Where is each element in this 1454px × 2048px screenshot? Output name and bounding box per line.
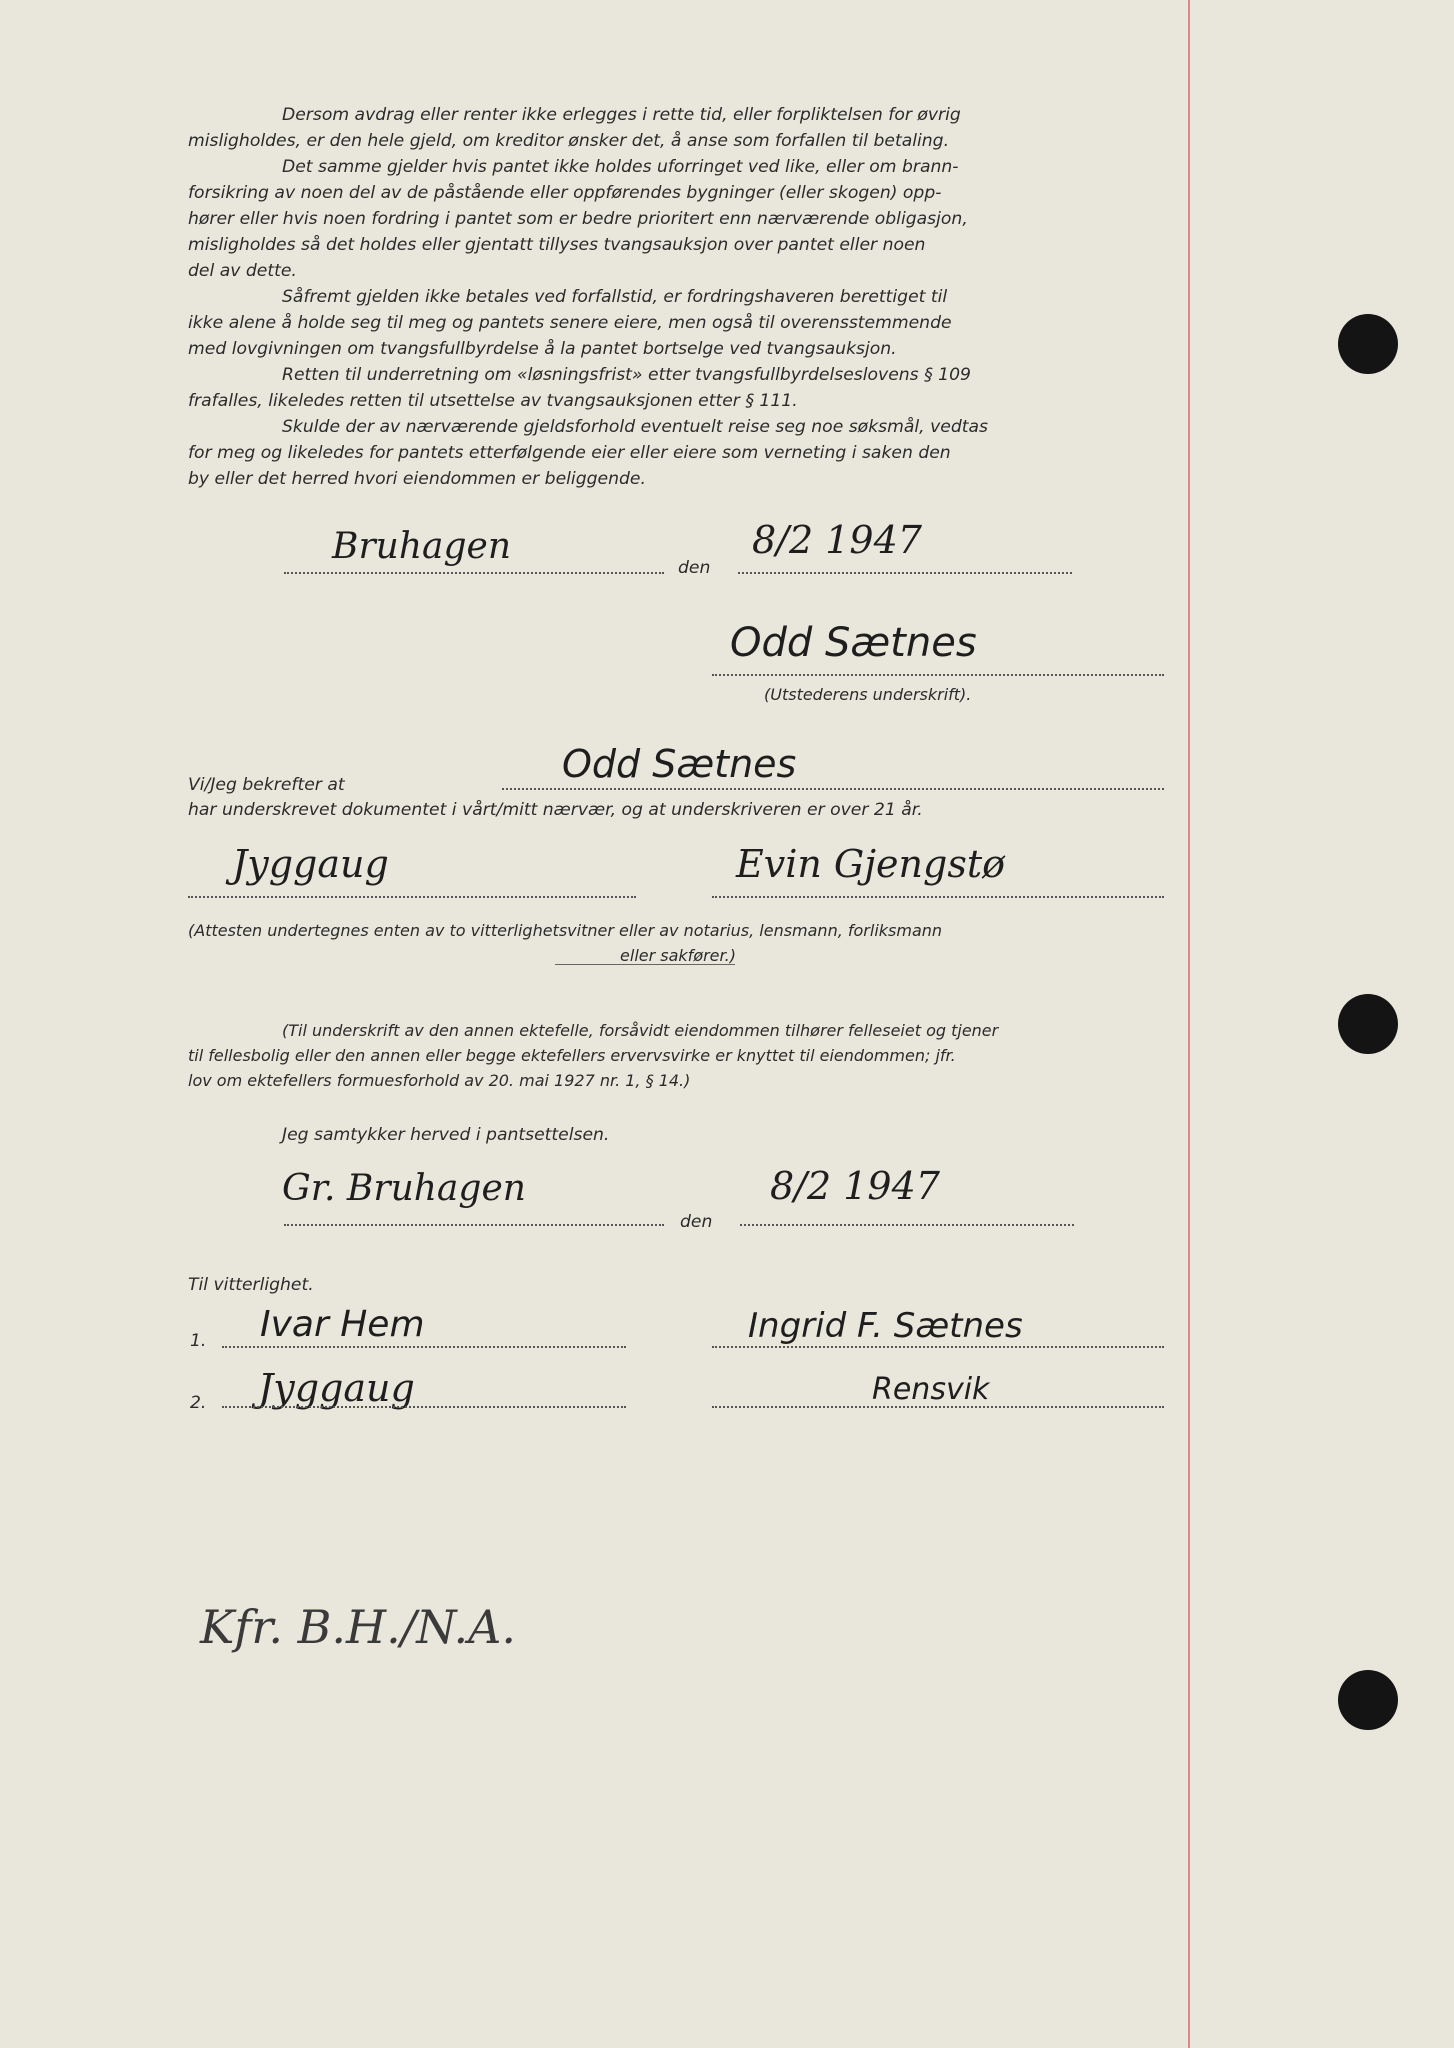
attested-name: Odd Sætnes [562, 742, 797, 786]
terms-line: ikke alene å holde seg til meg og pantets senere eiere, men også til overensstemmende [188, 313, 952, 333]
issuer-date: 8/2 1947 [752, 518, 922, 562]
terms-line: forsikring av noen del av de påstående eller oppførendes bygninger (eller skogen) opp- [188, 183, 942, 203]
consent-text: Jeg samtykker herved i pantsettelsen. [282, 1125, 610, 1145]
terms-line: med lovgivningen om tvangsfullbyrdelse å la pantet bortselge ved tvangsauksjon. [188, 339, 897, 359]
terms-line: Det samme gjelder hvis pantet ikke holdes uforringet ved like, eller om brann- [282, 157, 959, 177]
spouse-signature: Ingrid F. Sætnes [748, 1306, 1023, 1346]
punch-hole [1338, 1670, 1398, 1730]
dotted-line [222, 1346, 626, 1348]
spouse-note-line: lov om ektefellers formuesforhold av 20. mai 1927 nr. 1, § 14.) [188, 1071, 691, 1090]
witness-signature: Jyggaug [232, 842, 389, 886]
spouse-place-signature: Rensvik [872, 1372, 990, 1407]
witness-number: 2. [190, 1393, 207, 1413]
terms-line: Skulde der av nærværende gjeldsforhold eventuelt reise seg noe søksmål, vedtas [282, 417, 988, 437]
terms-line: for meg og likeledes for pantets etterfølgende eier eller eiere som verneting i saken den [188, 443, 951, 463]
terms-paragraph [188, 102, 1168, 492]
dotted-line [712, 674, 1164, 676]
dotted-line [222, 1406, 626, 1408]
punch-hole [1338, 314, 1398, 374]
den-label: den [678, 558, 711, 578]
terms-line: del av dette. [188, 261, 297, 281]
terms-line: Såfremt gjelden ikke betales ved forfallstid, er fordringshaveren berettiget til [282, 287, 948, 307]
spouse-date: 8/2 1947 [770, 1164, 940, 1208]
margin-note: Kfr. B.H./N.A. [200, 1600, 517, 1654]
dotted-line [740, 1224, 1074, 1226]
dotted-line [712, 1406, 1164, 1408]
dotted-line [188, 896, 636, 898]
dotted-line [712, 1346, 1164, 1348]
attestation-prefix: Vi/Jeg bekrefter at [188, 775, 345, 795]
terms-line: misligholdes, er den hele gjeld, om kreditor ønsker det, å anse som forfallen til betaling. [188, 131, 950, 151]
attestation-statement: har underskrevet dokumentet i vårt/mitt nærvær, og at underskriveren er over 21 år. [188, 800, 923, 820]
terms-line: hører eller hvis noen fordring i pantet som er bedre prioritert enn nærværende obligasjon, [188, 209, 968, 229]
terms-line: Retten til underretning om «løsningsfrist» etter tvangsfullbyrdelseslovens § 109 [282, 365, 971, 385]
spouse-place: Gr. Bruhagen [282, 1168, 526, 1209]
witness-heading: Til vitterlighet. [188, 1275, 314, 1295]
terms-line: Dersom avdrag eller renter ikke erlegges i rette tid, eller forpliktelsen for øvrig [282, 105, 961, 125]
witness-signature: Evin Gjengstø [736, 842, 1005, 886]
attestation-note: (Attesten undertegnes enten av to vitterlighetsvitner eller av notarius, lensmann, forliksmann [188, 921, 943, 940]
punch-hole [1338, 994, 1398, 1054]
witness-number: 1. [190, 1331, 207, 1351]
dotted-line [284, 572, 664, 574]
issuer-signature-caption: (Utstederens underskrift). [764, 685, 972, 704]
witness-signature: Jyggaug [258, 1366, 415, 1410]
issuer-signature: Odd Sætnes [730, 620, 977, 666]
terms-line: by eller det herred hvori eiendommen er beliggende. [188, 469, 646, 489]
dotted-line [712, 896, 1164, 898]
issuer-place: Bruhagen [332, 526, 512, 567]
witness-signature: Ivar Hem [260, 1304, 425, 1345]
dotted-line [284, 1224, 664, 1226]
terms-line: frafalles, likeledes retten til utsettelse av tvangsauksjonen etter § 111. [188, 391, 798, 411]
separator-line [555, 964, 735, 965]
red-margin-line [1188, 0, 1190, 2048]
dotted-line [738, 572, 1072, 574]
den-label: den [680, 1212, 713, 1232]
terms-line: misligholdes så det holdes eller gjentatt tillyses tvangsauksjon over pantet eller noen [188, 235, 926, 255]
dotted-line [502, 788, 1164, 790]
spouse-note-line: (Til underskrift av den annen ektefelle, forsåvidt eiendommen tilhører felleseiet og tjener [282, 1021, 999, 1040]
attestation-note: eller sakfører.) [620, 946, 736, 965]
spouse-note-line: til fellesbolig eller den annen eller begge ektefellers ervervsvirke er knyttet til eiendommen; jfr. [188, 1046, 956, 1065]
spouse-note [188, 1018, 1168, 1093]
